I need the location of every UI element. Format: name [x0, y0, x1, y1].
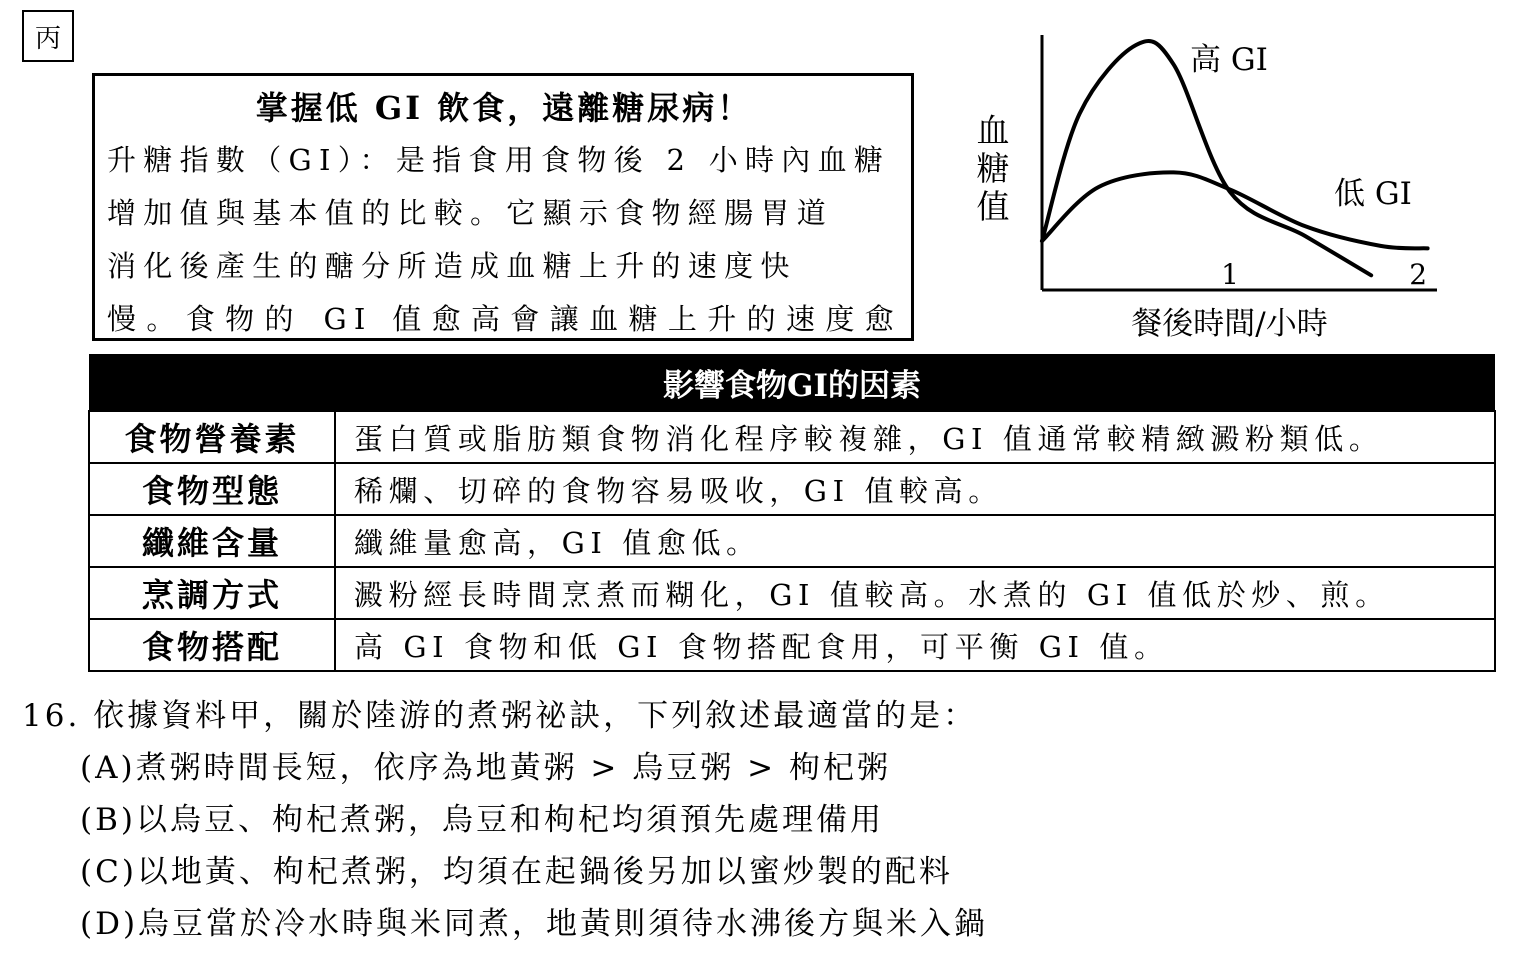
table-header-row	[89, 354, 1495, 411]
series-label-high-gi: 高 GI	[1190, 42, 1268, 78]
x-tick-label: 1	[1221, 258, 1240, 291]
option-c: (C)以地黃、枸杞煮粥，均須在起鍋後另加以蜜炒製的配料	[80, 854, 953, 890]
x-tick-label: 2	[1409, 258, 1428, 291]
info-title: 掌握低 GI 飲食，遠離糖尿病！	[255, 89, 753, 127]
y-axis-label: 血	[976, 111, 1010, 150]
table-row	[89, 411, 1495, 463]
option-b: (B)以烏豆、枸杞煮粥，烏豆和枸杞均須預先處理備用	[80, 802, 884, 838]
info-line: 消化後產生的醣分所造成血糖上升的速度快	[107, 249, 797, 283]
table-row	[89, 515, 1495, 567]
factor-name: 食物營養素	[89, 411, 335, 463]
y-axis-label: 值	[976, 187, 1010, 226]
gi-chart-svg	[960, 20, 1460, 350]
info-line: 增加值與基本值的比較。它顯示食物經腸胃道	[107, 196, 834, 230]
info-line: 升糖指數（GI）：是指食用食物後 2 小時內血糖	[107, 143, 891, 177]
table-row	[89, 463, 1495, 515]
factor-name: 烹調方式	[89, 567, 335, 619]
factor-name: 食物型態	[89, 463, 335, 515]
series-label-low-gi: 低 GI	[1334, 176, 1412, 212]
x-axis-label: 餐後時間/小時	[1131, 306, 1328, 342]
question-16	[22, 690, 1512, 950]
factor-name: 纖維含量	[89, 515, 335, 567]
table-header: 影響食物GI的因素	[89, 354, 1495, 411]
factor-name: 食物搭配	[89, 619, 335, 671]
y-axis-label: 糖	[976, 149, 1010, 188]
gi-info-box	[92, 73, 914, 341]
factor-desc: 纖維量愈高，GI 值愈低。	[335, 515, 1495, 567]
option-a: (A)煮粥時間長短，依序為地黃粥 > 烏豆粥 > 枸杞粥	[80, 750, 891, 786]
factor-desc: 稀爛、切碎的食物容易吸收，GI 值較高。	[335, 463, 1495, 515]
gi-chart	[960, 20, 1460, 350]
factor-desc: 蛋白質或脂肪類食物消化程序較複雜，GI 值通常較精緻澱粉類低。	[335, 411, 1495, 463]
table-row	[89, 567, 1495, 619]
section-label: 丙	[22, 10, 74, 62]
option-d: (D)烏豆當於冷水時與米同煮，地黃則須待水沸後方與米入鍋	[80, 906, 989, 942]
factor-desc: 澱粉經長時間烹煮而糊化，GI 值較高。水煮的 GI 值低於炒、煎。	[335, 567, 1495, 619]
gi-factors-table	[88, 354, 1496, 672]
table-row	[89, 619, 1495, 671]
question-stem: 16. 依據資料甲，關於陸游的煮粥祕訣，下列敘述最適當的是：	[22, 698, 978, 734]
info-line: 慢。食物的 GI 值愈高會讓血糖上升的速度愈	[107, 302, 901, 336]
factor-desc: 高 GI 食物和低 GI 食物搭配食用，可平衡 GI 值。	[335, 619, 1495, 671]
